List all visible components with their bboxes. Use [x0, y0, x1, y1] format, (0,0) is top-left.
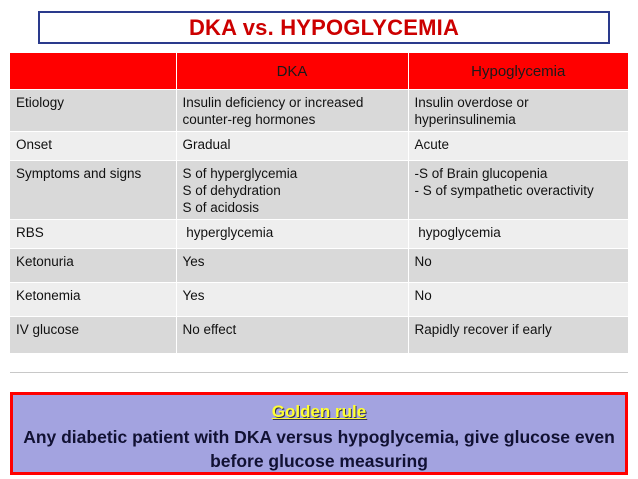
- row-label: Symptoms and signs: [10, 161, 176, 220]
- row-label: Onset: [10, 132, 176, 161]
- cell-line: hypoglycemia: [414, 225, 501, 240]
- cell-hypoglycemia: [408, 317, 628, 353]
- cell-line: hyperglycemia: [182, 225, 274, 240]
- table-row: [10, 161, 628, 220]
- table-row: [10, 90, 628, 132]
- comparison-table-wrapper: [10, 53, 628, 373]
- cell-hypoglycemia: [408, 249, 628, 283]
- cell-dka: [176, 90, 408, 132]
- cell-hypoglycemia: [408, 132, 628, 161]
- cell-line: Gradual: [182, 137, 231, 152]
- cell-dka: [176, 283, 408, 317]
- row-label: Etiology: [10, 90, 176, 132]
- cell-line: Yes: [182, 254, 205, 269]
- page-title: DKA vs. HYPOGLYCEMIA: [188, 14, 460, 40]
- cell-line: No: [414, 288, 432, 303]
- cell-hypoglycemia: [408, 161, 628, 220]
- header-dka: DKA: [176, 53, 408, 90]
- cell-line: S of dehydration: [182, 183, 281, 198]
- header-hypoglycemia: Hypoglycemia: [408, 53, 628, 90]
- cell-hypoglycemia: [408, 90, 628, 132]
- title-box: [38, 11, 610, 44]
- table-row: [10, 317, 628, 353]
- cell-line: Yes: [182, 288, 205, 303]
- cell-dka: [176, 249, 408, 283]
- cell-line: Insulin overdose or: [414, 95, 529, 110]
- cell-line: S of acidosis: [182, 200, 260, 215]
- table-body: [10, 90, 628, 353]
- cell-line: S of hyperglycemia: [182, 166, 298, 181]
- row-label: Ketonuria: [10, 249, 176, 283]
- golden-rule-text: Any diabetic patient with DKA versus hypoglycemia, give glucose even before glucose measuring: [23, 427, 615, 471]
- table-row: [10, 132, 628, 161]
- comparison-table: [10, 53, 628, 353]
- cell-dka: [176, 161, 408, 220]
- row-label: IV glucose: [10, 317, 176, 353]
- cell-line: No effect: [182, 322, 237, 337]
- table-header-row: [10, 53, 628, 90]
- cell-hypoglycemia: [408, 220, 628, 249]
- cell-dka: [176, 132, 408, 161]
- cell-line: -S of Brain glucopenia: [414, 166, 548, 181]
- cell-dka: [176, 220, 408, 249]
- cell-line: Acute: [414, 137, 450, 152]
- golden-rule-box: [10, 392, 628, 475]
- header-empty: [10, 53, 176, 90]
- golden-rule-heading: Golden rule: [271, 402, 367, 421]
- cell-line: Rapidly recover if early: [414, 322, 552, 337]
- cell-line: No: [414, 254, 432, 269]
- row-label: Ketonemia: [10, 283, 176, 317]
- table-row: [10, 283, 628, 317]
- table-row: [10, 249, 628, 283]
- table-row: [10, 220, 628, 249]
- cell-line: hyperinsulinemia: [414, 112, 516, 127]
- cell-hypoglycemia: [408, 283, 628, 317]
- cell-dka: [176, 317, 408, 353]
- cell-line: Insulin deficiency or increased: [182, 95, 364, 110]
- cell-line: counter-reg hormones: [182, 112, 316, 127]
- row-label: RBS: [10, 220, 176, 249]
- cell-line: - S of sympathetic overactivity: [414, 183, 594, 198]
